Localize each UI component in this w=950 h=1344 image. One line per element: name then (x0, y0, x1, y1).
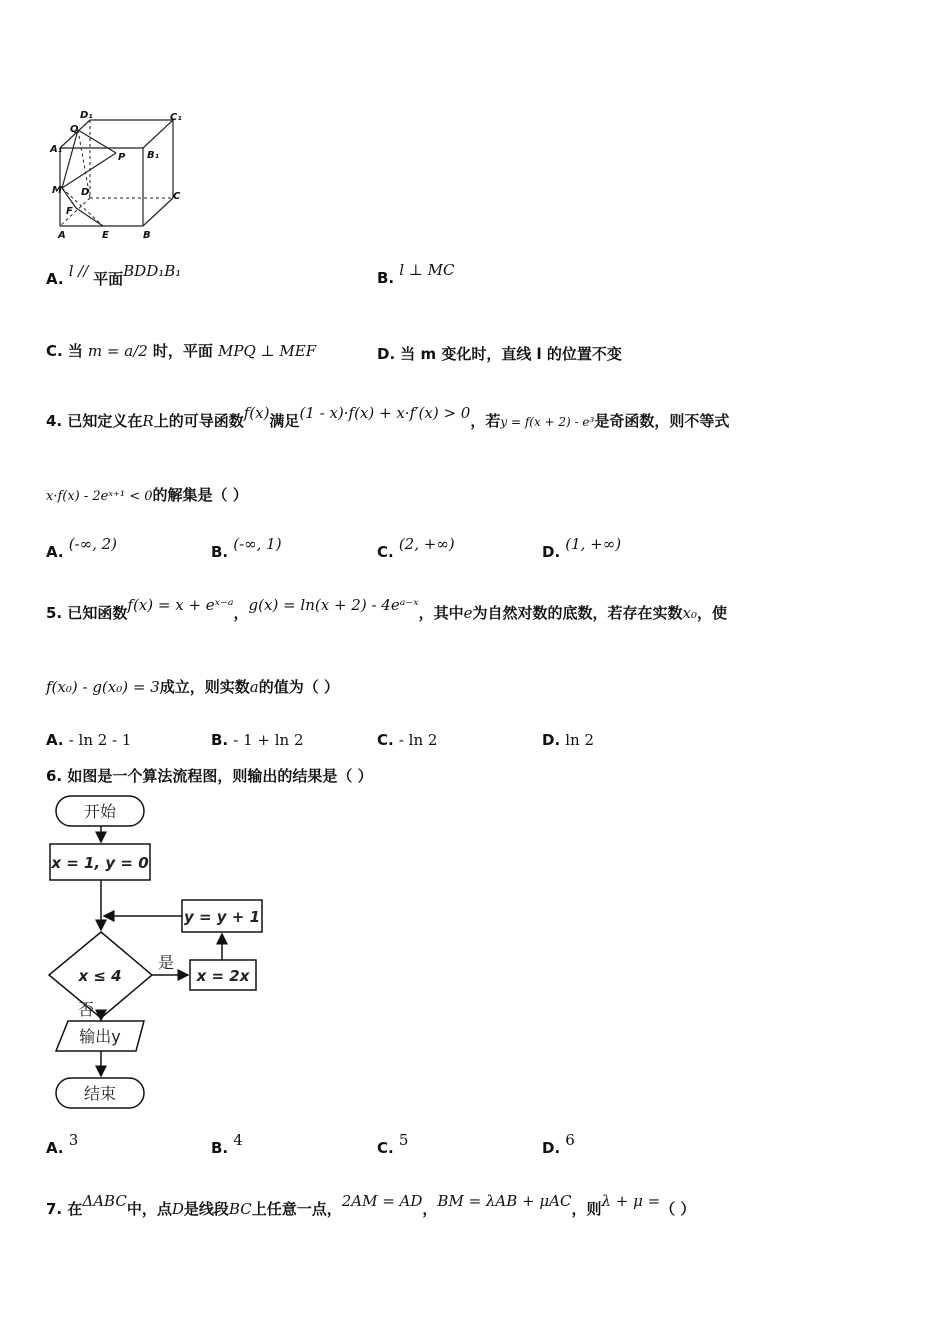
q5-option-b[interactable]: B. - 1 + ln 2 (211, 731, 304, 749)
q3-option-c[interactable]: C. 当 m = a/2 时，平面 MPQ ⊥ MEF (46, 342, 317, 360)
q7-stem: 7. 在ΔABC中，点D是线段BC上任意一点，2AM = AD，BM = λAB + μAC，则λ + μ =（ ） (46, 1192, 696, 1218)
cube-label: B₁ (147, 150, 160, 161)
flow-yes: 是 (157, 953, 175, 972)
q5-stem: 5. 已知函数f(x) = x + eˣ⁻ᵃ，g(x) = ln(x + 2) - 4eᵃ⁻ˣ，其中e为自然对数的底数，若存在实数x₀，使 (46, 596, 728, 622)
cube-label: D₁ (80, 110, 93, 121)
flow-loop-y: y = y + 1 (183, 908, 261, 926)
q6-option-b[interactable]: B. 4 (211, 1131, 243, 1157)
cube-label: Q (70, 124, 79, 135)
q6-stem: 6. 如图是一个算法流程图，则输出的结果是（ ） (46, 767, 373, 785)
q3-option-a[interactable]: A. l // 平面BDD₁B₁ (46, 262, 182, 288)
flow-loop-x: x = 2x (196, 967, 250, 985)
cube-label: F (66, 206, 73, 217)
q4-stem-2: x·f(x) - 2eˣ⁺¹ < 0的解集是（ ） (46, 486, 248, 504)
q3-option-d[interactable]: D. 当 m 变化时，直线 l 的位置不变 (377, 345, 622, 363)
flow-end: 结束 (83, 1084, 117, 1103)
cube-label: D (81, 187, 90, 198)
q5-option-c[interactable]: C. - ln 2 (377, 731, 438, 749)
q4-option-d[interactable]: D. (1, +∞) (542, 535, 622, 561)
cube-label: B (143, 230, 151, 241)
cube-label: C₁ (170, 112, 182, 123)
cube-label: A (58, 230, 66, 241)
cube-label: C (173, 191, 181, 202)
flowchart (44, 792, 274, 1114)
q4-stem: 4. 已知定义在R上的可导函数f(x)满足(1 - x)·f(x) + x·f′(x) > 0，若y = f(x + 2) - e³是奇函数，则不等式 (46, 404, 730, 430)
q5-option-d[interactable]: D. ln 2 (542, 731, 595, 749)
q6-option-a[interactable]: A. 3 (46, 1131, 79, 1157)
cube-label: P (118, 152, 126, 163)
flow-start: 开始 (83, 802, 117, 821)
cube-figure (48, 108, 193, 243)
q4-option-b[interactable]: B. (-∞, 1) (211, 535, 282, 561)
cube-label: M (52, 185, 62, 196)
q6-option-c[interactable]: C. 5 (377, 1131, 409, 1157)
flow-init: x = 1, y = 0 (51, 854, 149, 872)
q6-option-d[interactable]: D. 6 (542, 1131, 575, 1157)
q4-option-a[interactable]: A. (-∞, 2) (46, 535, 118, 561)
flow-cond: x ≤ 4 (78, 967, 122, 985)
q5-option-a[interactable]: A. - ln 2 - 1 (46, 731, 132, 749)
flow-no: 否 (77, 1000, 95, 1019)
cube-label: A₁ (50, 144, 63, 155)
cube-label: E (102, 230, 109, 241)
flow-output: 输出y (79, 1027, 121, 1046)
q5-stem-2: f(x₀) - g(x₀) = 3成立，则实数a的值为（ ） (46, 678, 339, 696)
q4-option-c[interactable]: C. (2, +∞) (377, 535, 455, 561)
q3-option-b[interactable]: B. l ⊥ MC (377, 261, 455, 287)
